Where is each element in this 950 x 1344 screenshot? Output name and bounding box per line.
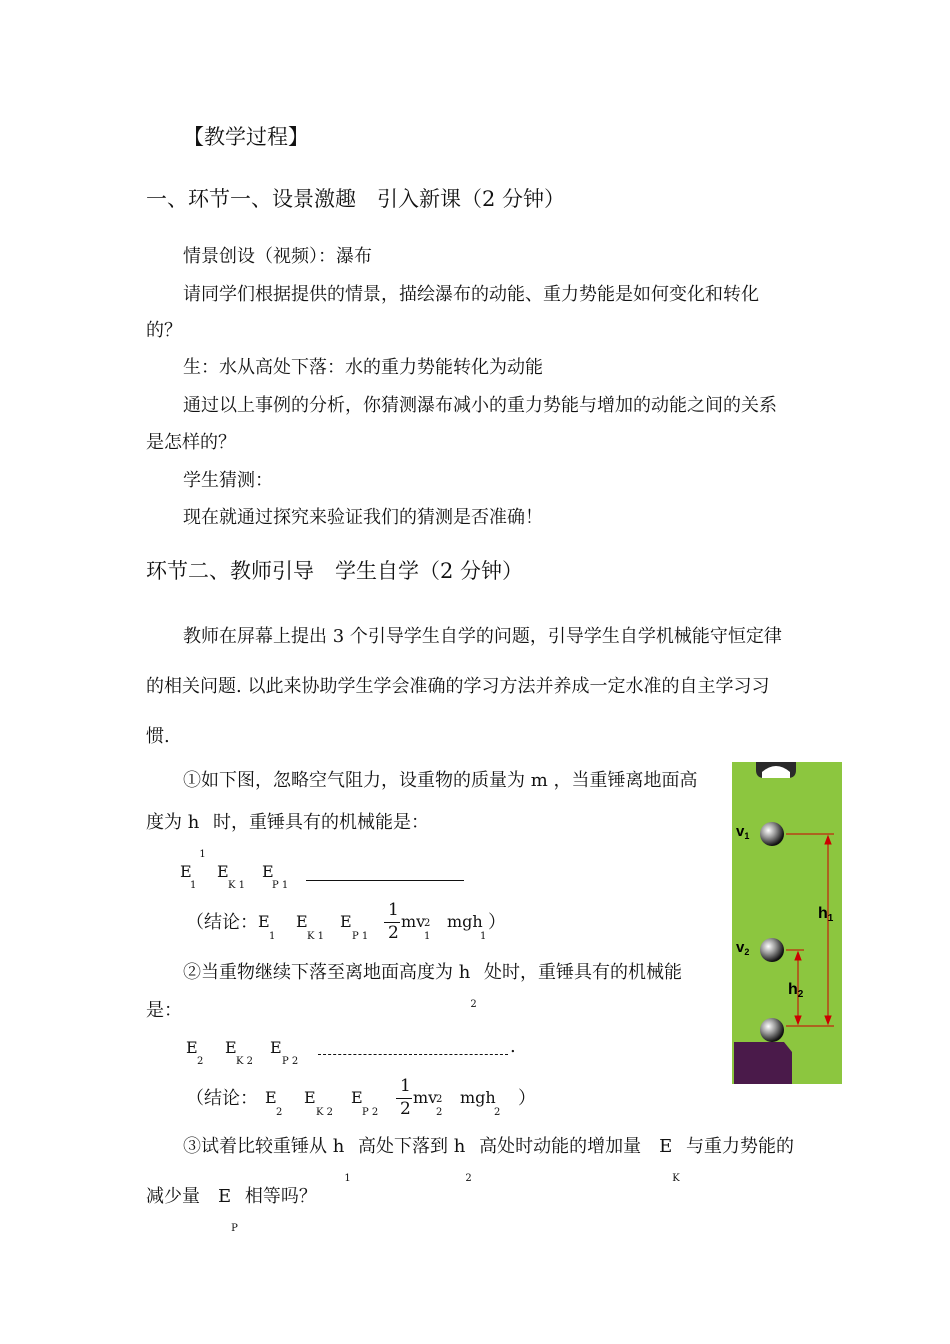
text: 处时，重锤具有的机械能 bbox=[478, 962, 683, 983]
paragraph: 的相关问题. 以此来协助学生学会准确的学习方法并养成一定水准的自主学习习 bbox=[146, 676, 770, 697]
text: 相等吗？ bbox=[239, 1186, 317, 1207]
question-3-line-1 bbox=[183, 1136, 794, 1184]
section2-heading: 环节二、教师引导 学生自学（2 分钟） bbox=[146, 559, 524, 583]
conclusion-label: （结论： bbox=[186, 1088, 258, 1109]
symbol: E bbox=[304, 1088, 316, 1107]
paragraph: 现在就通过探究来验证我们的猜测是否准确！ bbox=[183, 507, 543, 528]
paragraph: 通过以上事例的分析，你猜测瀑布减小的重力势能与增加的动能之间的关系 bbox=[183, 395, 777, 416]
paragraph: 情景创设（视频）：瀑布 bbox=[183, 246, 372, 267]
ball-position-1 bbox=[760, 822, 784, 846]
numerator: 1 bbox=[400, 1076, 411, 1096]
text: 高处下落到 h bbox=[352, 1136, 466, 1157]
label-v1: $v_1$ bbox=[736, 823, 750, 841]
text: 时，重锤具有的机械能是： bbox=[207, 812, 430, 833]
subscript: K 1 bbox=[307, 931, 325, 942]
subscript: K 2 bbox=[316, 1107, 334, 1118]
ball-position-2 bbox=[760, 938, 784, 962]
subscript: P bbox=[231, 1223, 238, 1234]
symbol: E bbox=[225, 1038, 237, 1057]
symbol: E bbox=[217, 862, 229, 881]
period: . bbox=[510, 1036, 516, 1057]
page-title: 【教学过程】 bbox=[183, 125, 309, 149]
subscript: 1 bbox=[199, 849, 206, 860]
question-2-line-1 bbox=[183, 962, 683, 1010]
subscript: 1 bbox=[344, 1173, 351, 1184]
symbol: E bbox=[258, 912, 270, 931]
subscript: 2 bbox=[465, 1173, 472, 1184]
symbol: mv bbox=[413, 1088, 438, 1107]
subscript: K 1 bbox=[228, 880, 246, 891]
symbol: E bbox=[262, 862, 274, 881]
superscript: 2 bbox=[436, 1094, 443, 1105]
ball-position-3 bbox=[760, 1018, 784, 1042]
symbol: E bbox=[265, 1088, 277, 1107]
bracket: ） bbox=[518, 1088, 536, 1109]
question-3-line-2 bbox=[146, 1186, 317, 1234]
paragraph: 惯. bbox=[146, 726, 170, 747]
label-v2: $v_2$ bbox=[736, 939, 750, 957]
label-h2: h2 bbox=[788, 981, 804, 1000]
symbol: E bbox=[270, 1038, 282, 1057]
symbol: E bbox=[180, 862, 192, 881]
paragraph: 请同学们根据提供的情景，描绘瀑布的动能、重力势能是如何变化和转化 bbox=[183, 284, 759, 305]
text: 高处时动能的增加量 E bbox=[473, 1136, 673, 1157]
figure-background bbox=[732, 762, 842, 1084]
question-1-line-2 bbox=[146, 812, 430, 860]
conclusion-label: （结论： bbox=[186, 912, 258, 933]
label-h1: h1 bbox=[818, 905, 834, 924]
subscript: K bbox=[672, 1173, 680, 1184]
subscript: P 1 bbox=[352, 931, 369, 942]
denominator: 2 bbox=[400, 1099, 411, 1119]
symbol: E bbox=[340, 912, 352, 931]
falling-weight-figure bbox=[732, 762, 842, 1084]
subscript: K 2 bbox=[236, 1056, 254, 1067]
ground-base bbox=[734, 1042, 792, 1084]
subscript: 2 bbox=[276, 1107, 283, 1118]
symbol: E bbox=[351, 1088, 363, 1107]
numerator: 1 bbox=[388, 900, 399, 920]
subscript: 2 bbox=[197, 1056, 204, 1067]
subscript: 1 bbox=[424, 931, 431, 942]
symbol: E bbox=[186, 1038, 198, 1057]
section1-heading: 一、环节一、设景激趣 引入新课（2 分钟） bbox=[146, 187, 566, 211]
symbol: mgh bbox=[447, 912, 483, 931]
paragraph: 是怎样的？ bbox=[146, 432, 236, 453]
subscript: 1 bbox=[480, 931, 487, 942]
subscript: P 1 bbox=[272, 880, 289, 891]
paragraph: 的？ bbox=[146, 320, 182, 341]
subscript: P 2 bbox=[362, 1107, 379, 1118]
answer-blank bbox=[306, 880, 464, 881]
text: ③试着比较重锤从 h bbox=[183, 1136, 345, 1157]
paragraph: 学生猜测： bbox=[183, 470, 273, 491]
text: ②当重物继续下落至离地面高度为 h bbox=[183, 962, 471, 983]
denominator: 2 bbox=[388, 923, 399, 943]
text: 减少量 E bbox=[146, 1186, 232, 1207]
subscript: 1 bbox=[269, 931, 276, 942]
bracket: ） bbox=[488, 912, 506, 933]
answer-blank bbox=[318, 1054, 508, 1055]
symbol: mv bbox=[401, 912, 426, 931]
text: 度为 h bbox=[146, 812, 200, 833]
symbol: mgh bbox=[460, 1088, 496, 1107]
subscript: 1 bbox=[190, 880, 197, 891]
subscript: 2 bbox=[436, 1107, 443, 1118]
subscript: P 2 bbox=[282, 1056, 299, 1067]
subscript: 2 bbox=[470, 999, 477, 1010]
question-2-line-2: 是： bbox=[146, 1000, 182, 1021]
question-1-line-1: ①如下图，忽略空气阻力，设重物的质量为 m ，当重锤离地面高 bbox=[183, 770, 698, 791]
symbol: E bbox=[296, 912, 308, 931]
subscript: 2 bbox=[494, 1107, 501, 1118]
text: 与重力势能的 bbox=[680, 1136, 794, 1157]
superscript: 2 bbox=[424, 918, 431, 929]
paragraph: 教师在屏幕上提出 3 个引导学生自学的问题，引导学生自学机械能守恒定律 bbox=[183, 626, 782, 647]
paragraph: 生：水从高处下落：水的重力势能转化为动能 bbox=[183, 357, 543, 378]
